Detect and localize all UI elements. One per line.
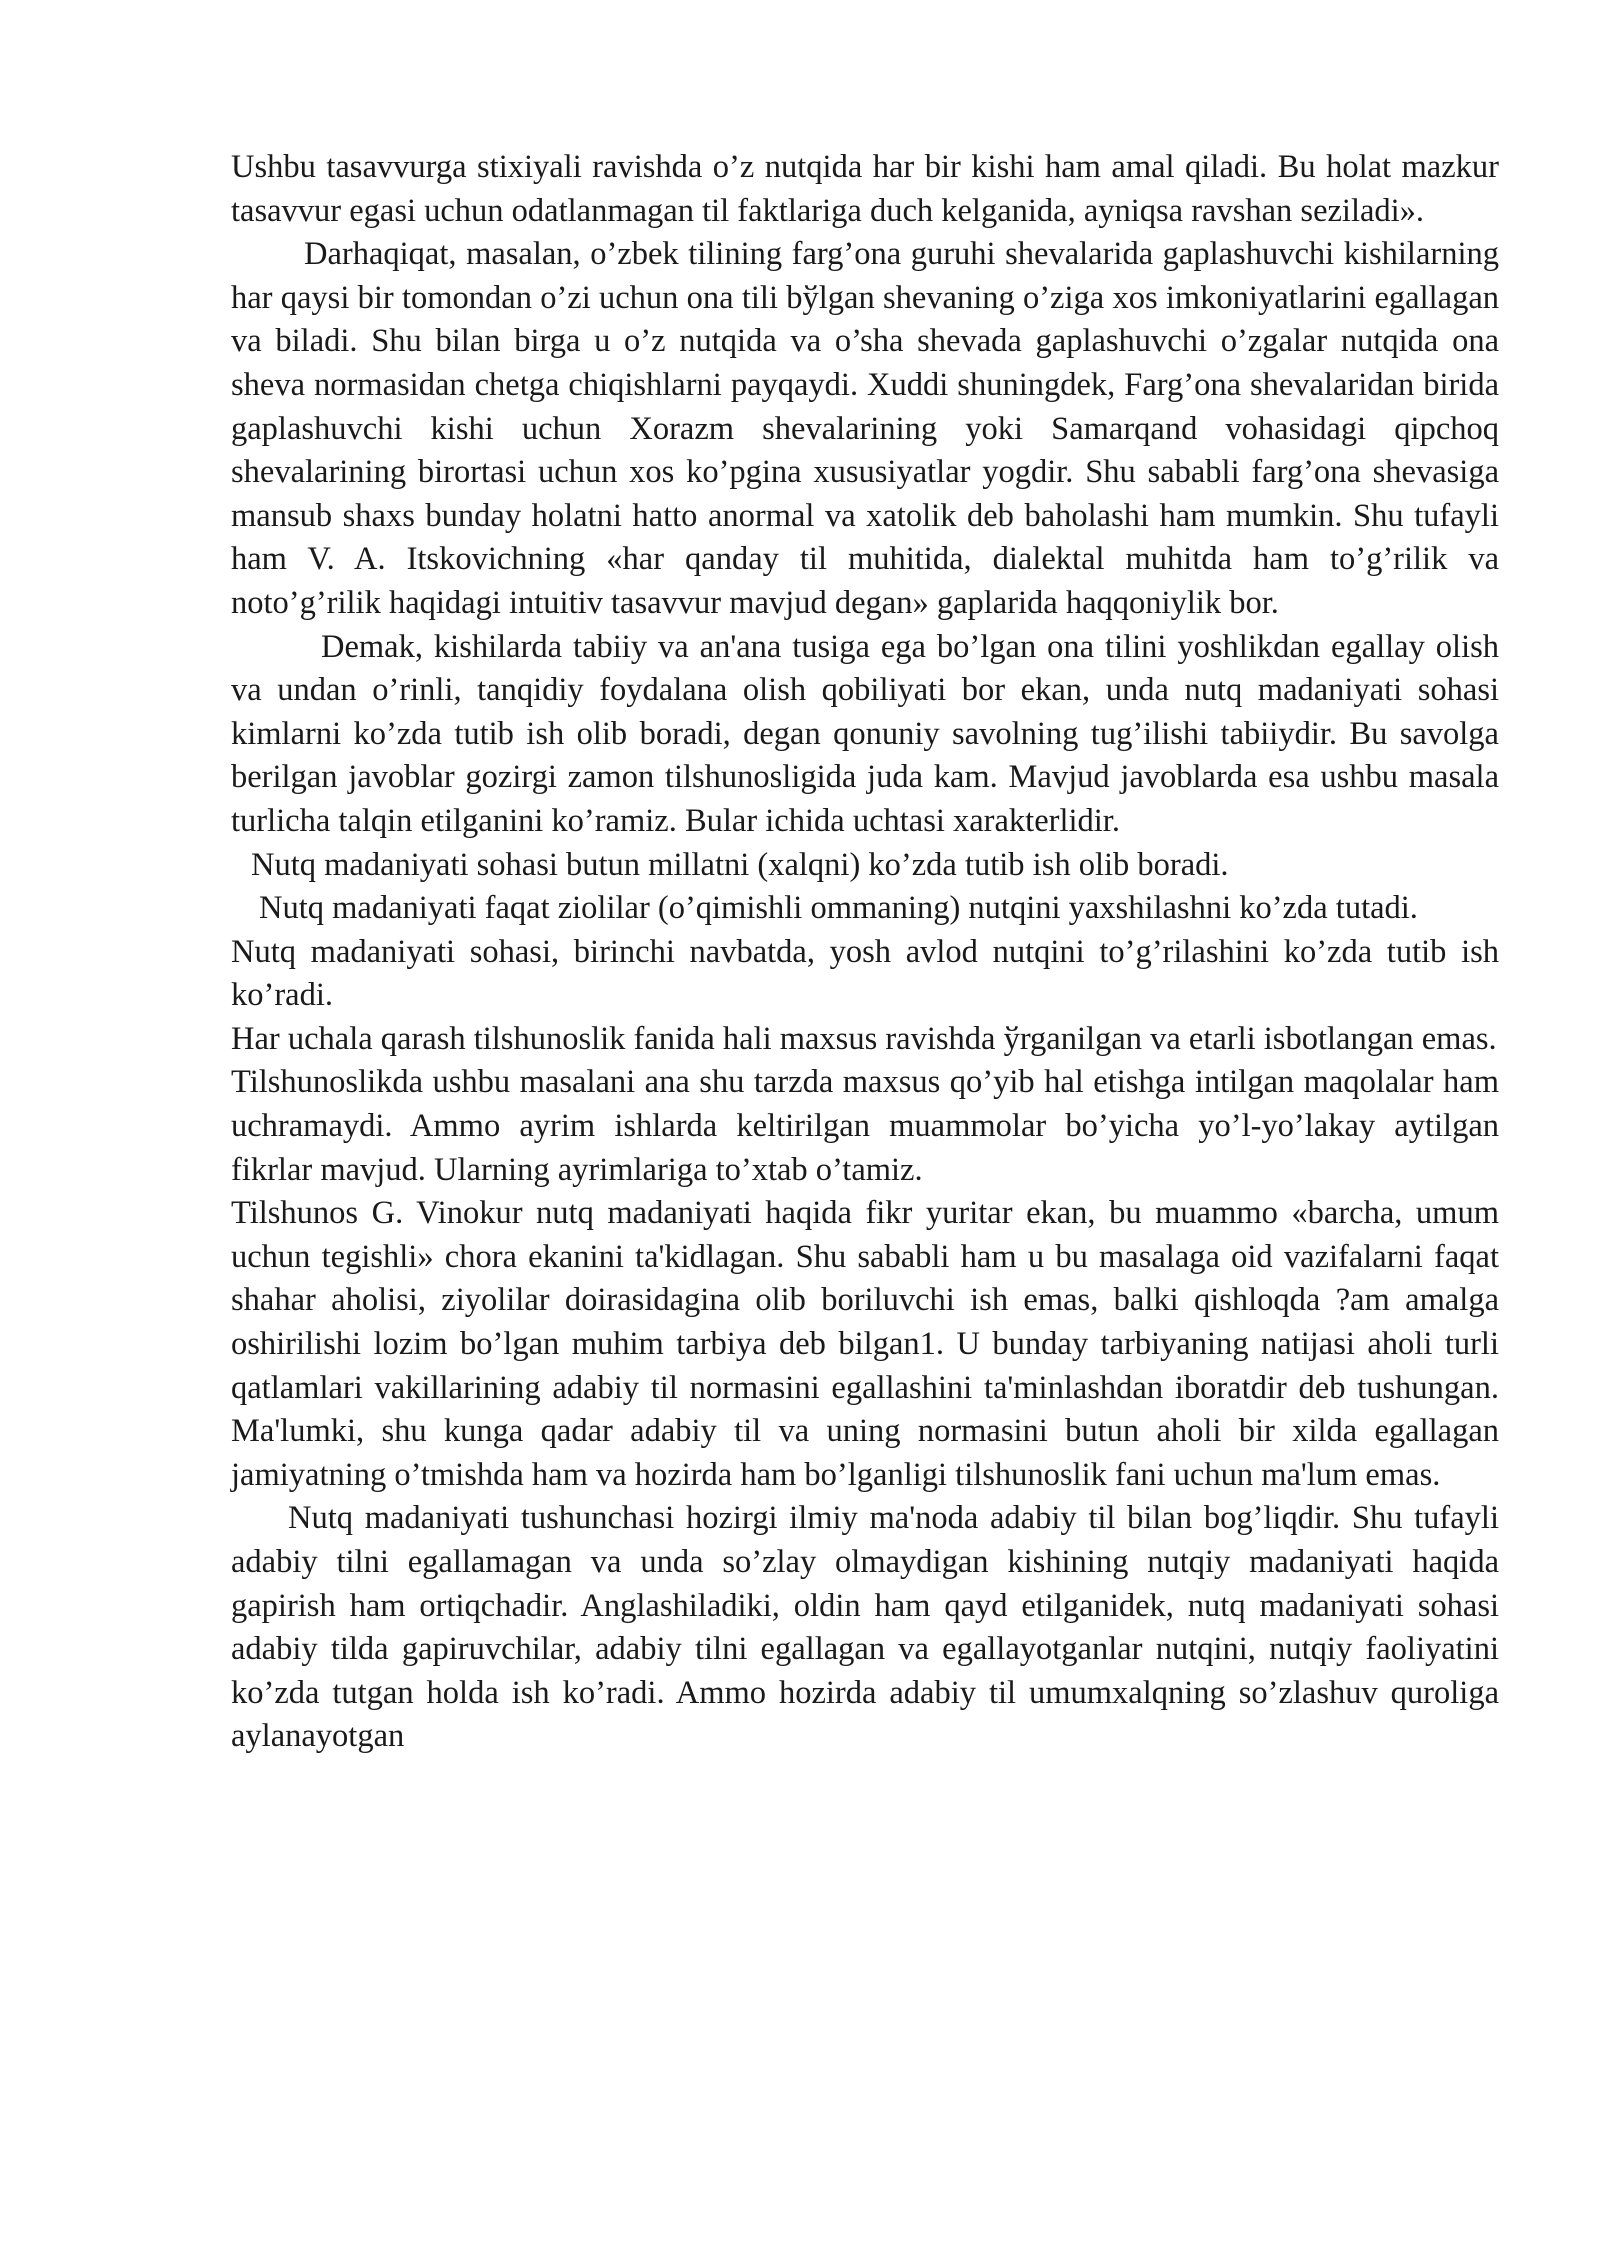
- paragraph-6: Tilshunos G. Vinokur nutq madaniyati haqida fikr yuritar ekan, bu muammo «barcha, umum uchun tegishli» chora ekanini ta'kidlagan. Shu sababli ham u bu masalaga oid vazifalarni faqat shahar aholisi, ziyolilar doirasidagina olib boriluvchi ish emas, balki qishloqda ?am amalga oshirilishi lozim bo’lgan muhim tarbiya deb bilgan1. U bunday tarbiyaning natijasi aholi turli qatlamlari vakillarining adabiy til normasini egallashini ta'minlashdan iboratdir deb tushungan. Ma'lumki, shu kunga qadar adabiy til va uning normasini butun aholi bir xilda egallagan jamiyatning o’tmishda ham va hozirda ham bo’lganligi tilshunoslik fani uchun ma'lum emas.: [231, 1195, 1499, 1493]
- paragraph-3: Demak, kishilarda tabiiy va an'ana tusiga ega bo’lgan ona tilini yoshlikdan egallay olish va undan o’rinli, tanqidiy foydalana olish qobiliyati bor ekan, unda nutq madaniyati sohasi kimlarni ko’zda tutib ish olib boradi, degan qonuniy savolning tug’ilishi tabiiydir. Bu savolga berilgan javoblar gozirgi zamon tilshunosligida juda kam. Mavjud javoblarda esa ushbu masala turlicha talqin etilganini ko’ramiz. Bular ichida uchtasi xarakterlidir.: [231, 628, 1499, 839]
- paragraph-7: Nutq madaniyati tushunchasi hozirgi ilmiy ma'noda adabiy til bilan bog’liqdir. Shu tufayli adabiy tilni egallamagan va unda so’zlay olmaydigan kishining nutqiy madaniyati haqida gapirish ham ortiqchadir. Anglashiladiki, oldin ham qayd etilganidek, nutq madaniyati sohasi adabiy tilda gapiruvchilar, adabiy tilni egallagan va egallayotganlar nutqini, nutqiy faoliyatini ko’zda tutgan holda ish ko’radi. Ammo hozirda adabiy til umumxalqning so’zlashuv quroliga aylanayotgan: [231, 1500, 1499, 1755]
- list-item-3: Nutq madaniyati sohasi, birinchi navbatda, yosh avlod nutqini to’g’rilashini ko’zda tutib ish ko’radi.: [231, 933, 1499, 1014]
- paragraph-2: Darhaqiqat, masalan, o’zbek tilining farg’ona guruhi shevalarida gaplashuvchi kishilarning har qaysi bir tomondan o’zi uchun ona tili bўlgan shevaning o’ziga xos imkoniyatlarini egallagan va biladi. Shu bilan birga u o’z nutqida va o’sha shevada gaplashuvchi o’zgalar nutqida ona sheva normasidan chetga chiqishlarni payqaydi. Xuddi shuningdek, Farg’ona shevalaridan birida gaplashuvchi kishi uchun Xorazm shevalarining yoki Samarqand vohasidagi qipchoq shevalarining birortasi uchun xos ko’pgina xususiyatlar yogdir. Shu sababli farg’ona shevasiga mansub shaxs bunday holatni hatto anormal va xatolik deb baholashi ham mumkin. Shu tufayli ham V. A. Itskovichning «har qanday til muhitida, dialektal muhitda ham to’g’rilik va noto’g’rilik haqidagi intuitiv tasavvur mavjud degan» gaplarida haqqoniylik bor.: [231, 236, 1499, 621]
- list-item-2: Nutq madaniyati faqat ziolilar (o’qimishli ommaning) nutqini yaxshilashni ko’zda tutadi.: [259, 890, 1418, 927]
- paragraph-5: Tilshunoslikda ushbu masalani ana shu tarzda maxsus qo’yib hal etishga intilgan maqolalar ham uchramaydi. Ammo ayrim ishlarda keltirilgan muammolar bo’yicha yo’l-yo’lakay aytilgan fikrlar mavjud. Ularning ayrimlariga to’xtab o’tamiz.: [231, 1064, 1499, 1188]
- paragraph-1: Ushbu tasavvurga stixiyali ravishda o’z nutqida har bir kishi ham amal qiladi. Bu holat mazkur tasavvur egasi uchun odatlanmagan til faktlariga duch kelganida, ayniqsa ravshan seziladi».: [231, 149, 1499, 229]
- list-item-1: Nutq madaniyati sohasi butun millatni (xalqni) ko’zda tutib ish olib boradi.: [251, 846, 1229, 883]
- document-page: [231, 146, 1499, 1759]
- paragraph-4: Har uchala qarash tilshunoslik fanida hali maxsus ravishda ўrganilgan va etarli isbotlangan emas.: [231, 1020, 1497, 1057]
